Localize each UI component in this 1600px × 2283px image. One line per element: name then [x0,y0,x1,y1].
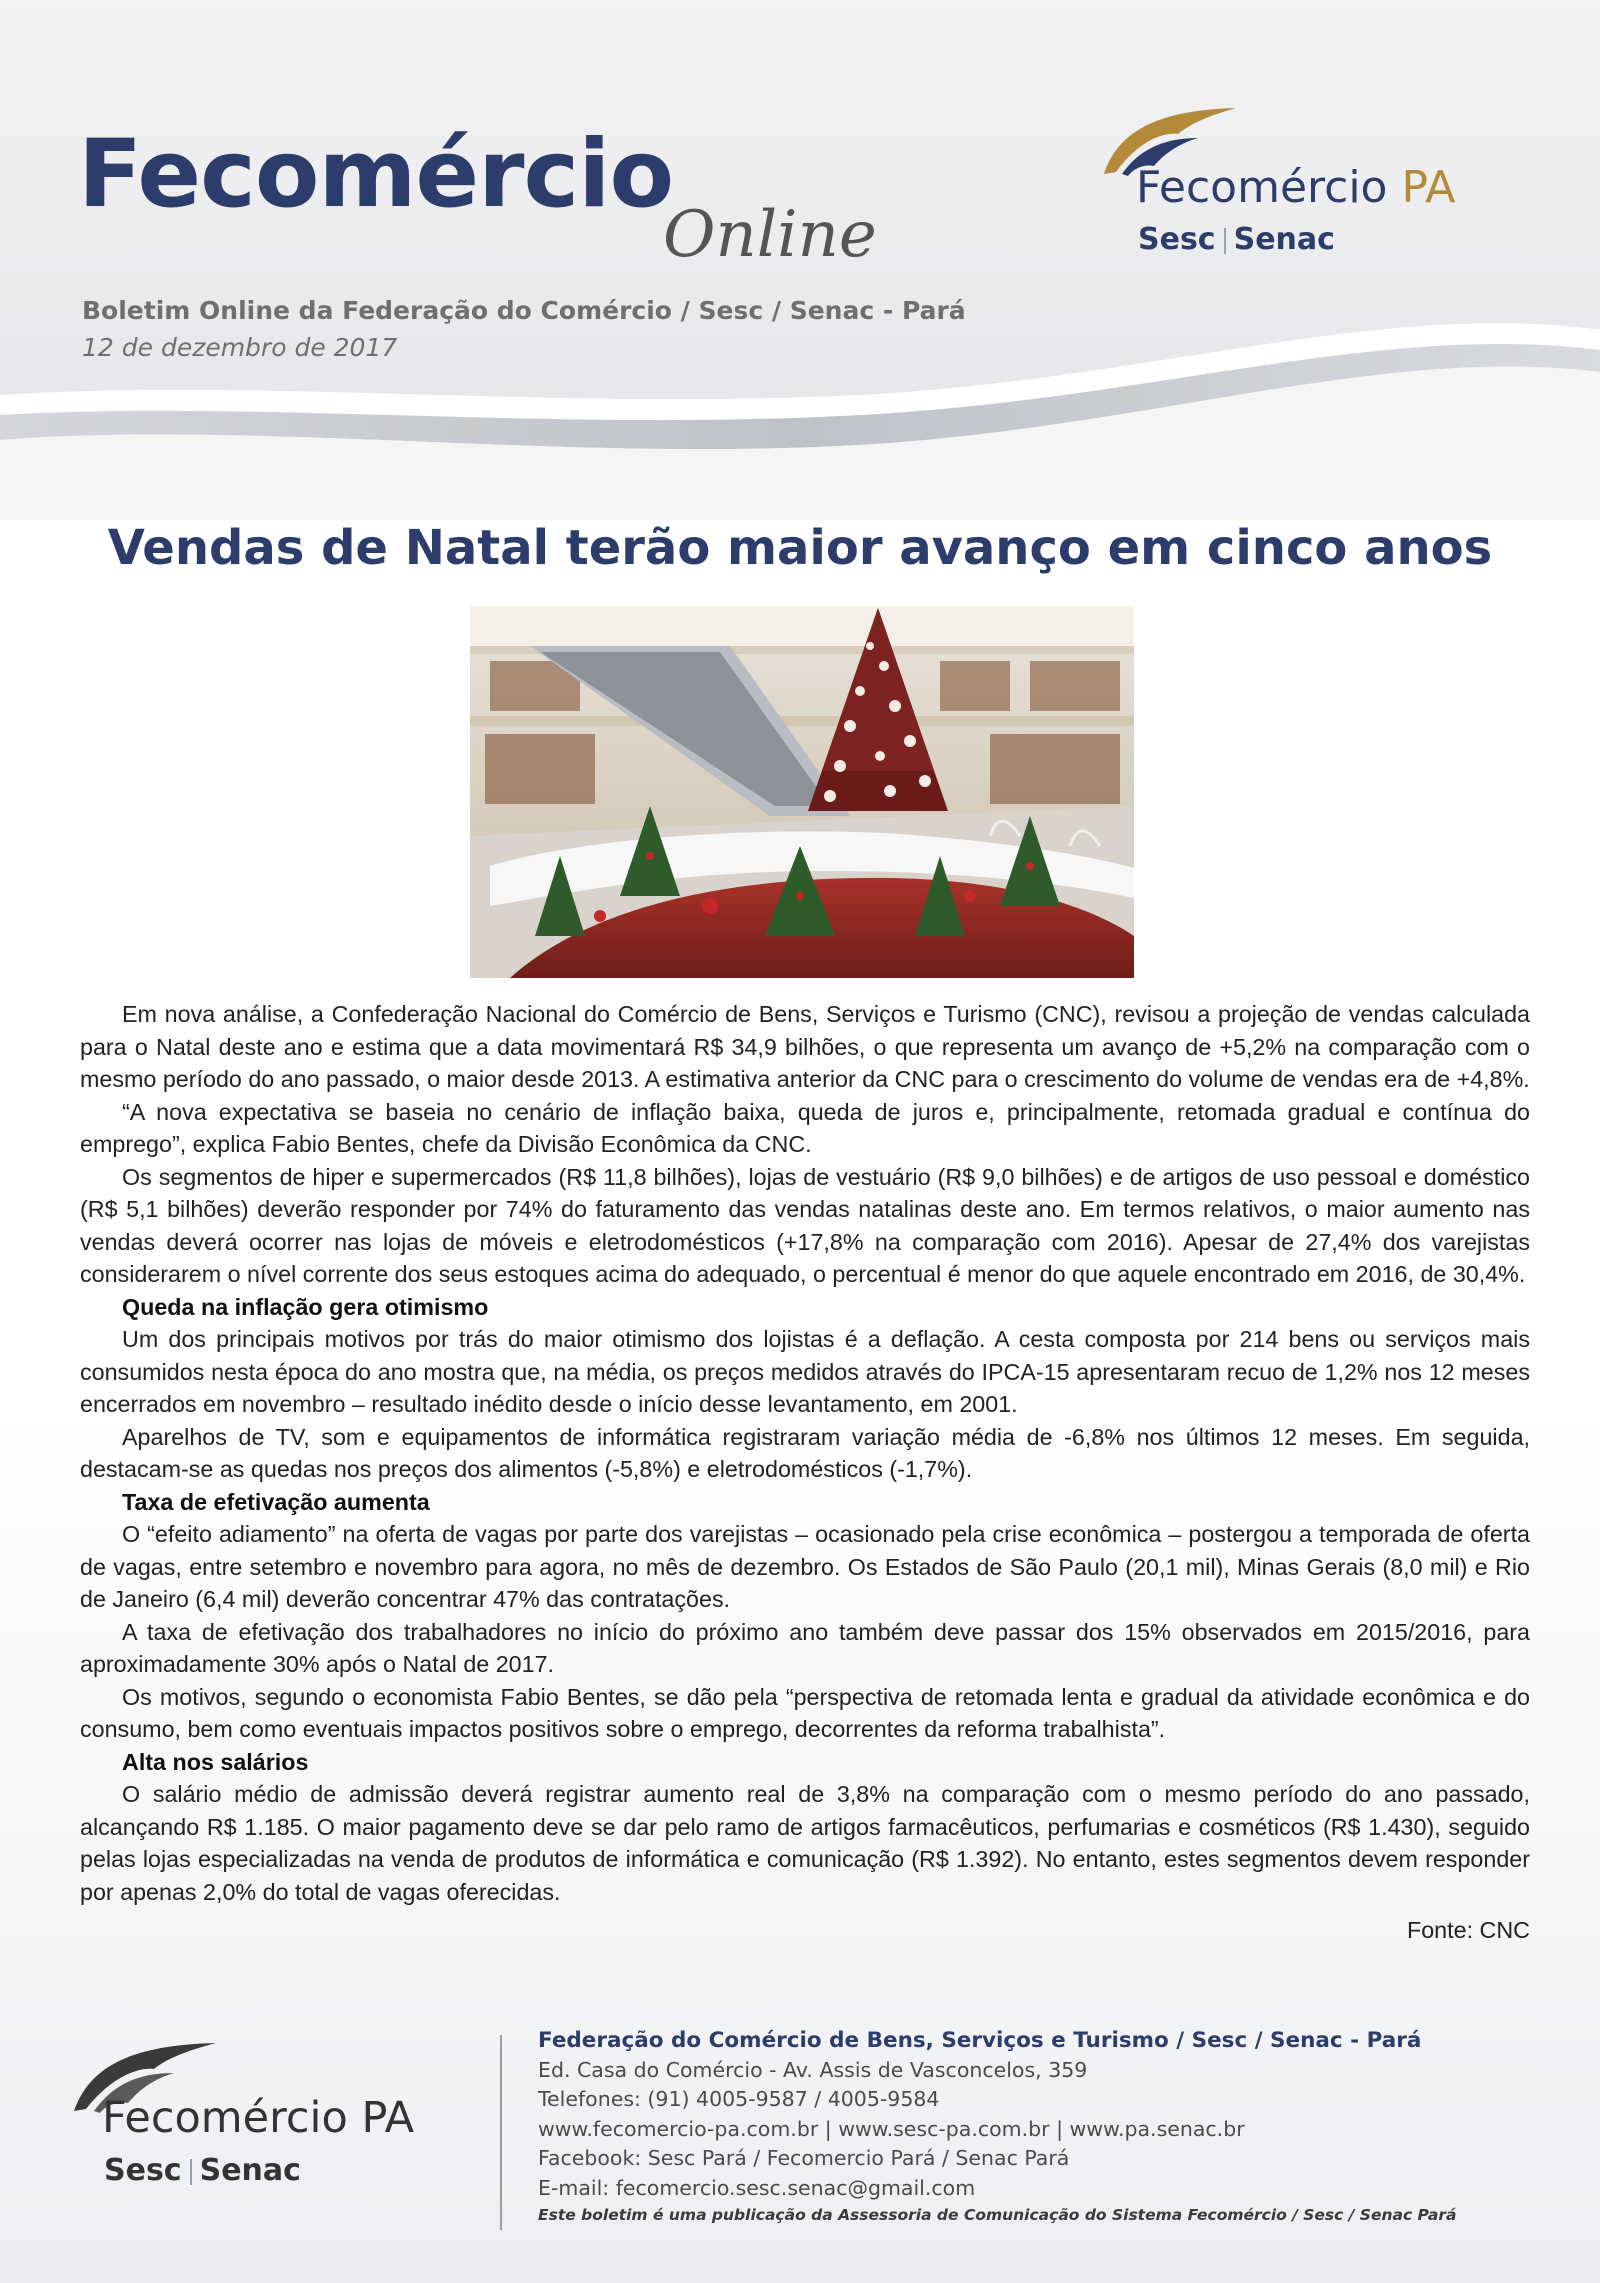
footer-logo-brand: Fecomércio PA [102,2093,415,2143]
article-source: Fonte: CNC [1407,1917,1530,1943]
footer-websites[interactable]: www.fecomercio-pa.com.br | www.sesc-pa.com.br | www.pa.senac.br [538,2116,1245,2141]
article-paragraph: Em nova análise, a Confederação Nacional do Comércio de Bens, Serviços e Turismo (CNC), revisou a projeção de vendas calculada para o Natal deste ano e estima que a data movimentará R$ 34,9 bilhões, o que representa um avanço de +5,2% na comparação com o mesmo período do ano passado, o maior desde 2013. A estimativa anterior da CNC para o crescimento do volume de vendas era de +4,8%. [80,1001,1530,1092]
article-paragraph: O salário médio de admissão deverá registrar aumento real de 3,8% na comparação com o mesmo período do ano passado, alcançando R$ 1.185. O maior pagamento deve se dar pelo ramo de artigos farmacêuticos, perfumarias e cosméticos (R$ 1.430), seguido pelas lojas especializadas na venda de produtos de informática e comunicação (R$ 1.392). No entanto, estes segmentos devem responder por apenas 2,0% do total de vagas oferecidas. [80,1781,1530,1905]
article-paragraph: O “efeito adiamento” na oferta de vagas por parte dos varejistas – ocasionado pela crise econômica – postergou a temporada de oferta de vagas, entre setembro e novembro para agora, no mês de dezembro. Os Estados de São Paulo (20,1 mil), Minas Gerais (8,0 mil) e Rio de Janeiro (6,4 mil) deverão concentrar 47% das contratações. [80,1521,1530,1612]
masthead [78,120,877,272]
article-body [80,998,1530,1947]
article-headline: Vendas de Natal terão maior avanço em cinco anos [107,520,1493,576]
article-paragraph: Um dos principais motivos por trás do maior otimismo dos lojistas é a deflação. A cesta composta por 214 bens ou serviços mais consumidos nesta época do ano mostra que, na média, os preços medidos através do IPCA-15 apresentaram recuo de 1,2% nos 12 meses encerrados em novembro – resultado inédito desde o início desse levantamento, em 2001. [80,1326,1530,1417]
article-paragraph: Os segmentos de hiper e supermercados (R$ 11,8 bilhões), lojas de vestuário (R$ 9,0 bilhões) e de artigos de uso pessoal e doméstico (R$ 5,1 bilhões) deverão responder por 74% do faturamento das vendas natalinas deste ano. Em termos relativos, o maior aumento nas vendas deverá ocorrer nas lojas de móveis e eletrodomésticos (+17,8% na comparação com 2016). Apesar de 27,4% dos varejistas considerarem o nível corrente dos seus estoques acima do adequado, o percentual é menor do que aquele encontrado em 2016, de 30,4%. [80,1163,1530,1287]
mall-christmas-tree-photo [470,606,1134,978]
article-subhead: Alta nos salários [122,1748,309,1775]
boletim-date: 12 de dezembro de 2017 [82,333,398,362]
footer-divider [500,2035,502,2230]
article-paragraph: A taxa de efetivação dos trabalhadores no início do próximo ano também deve passar dos 15% observados em 2015/2016, para aproximadamente 30% após o Natal de 2017. [80,1618,1530,1677]
footer-address: Ed. Casa do Comércio - Av. Assis de Vasconcelos, 359 [538,2057,1088,2082]
footer-logo-subbrand: Sesc Senac [104,2153,301,2188]
article-paragraph: “A nova expectativa se baseia no cenário de inflação baixa, queda de juros e, principalmente, retomada gradual e contínua do emprego”, explica Fabio Bentes, chefe da Divisão Econômica da CNC. [80,1098,1530,1157]
masthead-subtitle: Online [663,198,877,272]
footer-note: Este boletim é uma publicação da Assessoria de Comunicação do Sistema Fecomércio / Sesc / Senac Pará [538,2205,1457,2224]
article-paragraph: Os motivos, segundo o economista Fabio Bentes, se dão pela “perspectiva de retomada lenta e gradual da atividade econômica e do consumo, bem como eventuais impactos positivos sobre o emprego, decorrentes da reforma trabalhista”. [80,1683,1530,1742]
logo-subbrand: Sesc Senac [1138,222,1335,257]
footer-facebook[interactable]: Facebook: Sesc Pará / Fecomercio Pará / Senac Pará [538,2146,1070,2171]
footer-email[interactable]: E-mail: fecomercio.sesc.senac@gmail.com [538,2175,976,2200]
footer-phones: Telefones: (91) 4005-9587 / 4005-9584 [538,2087,940,2112]
masthead-title: Fecomércio [78,120,674,229]
logo-brand: Fecomércio PA [1136,162,1456,213]
boletim-description: Boletim Online da Federação do Comércio / Sesc / Senac - Pará [82,296,966,325]
article-subhead: Queda na inflação gera otimismo [122,1293,489,1320]
footer-title: Federação do Comércio de Bens, Serviços e Turismo / Sesc / Senac - Pará [538,2028,1422,2053]
article-subhead: Taxa de efetivação aumenta [122,1488,430,1515]
footer-info [538,2026,1538,2226]
article-paragraph: Aparelhos de TV, som e equipamentos de informática registraram variação média de -6,8% nos últimos 12 meses. Em seguida, destacam-se as quedas nos preços dos alimentos (-5,8%) e eletrodomésticos (-1,7%). [80,1423,1530,1482]
